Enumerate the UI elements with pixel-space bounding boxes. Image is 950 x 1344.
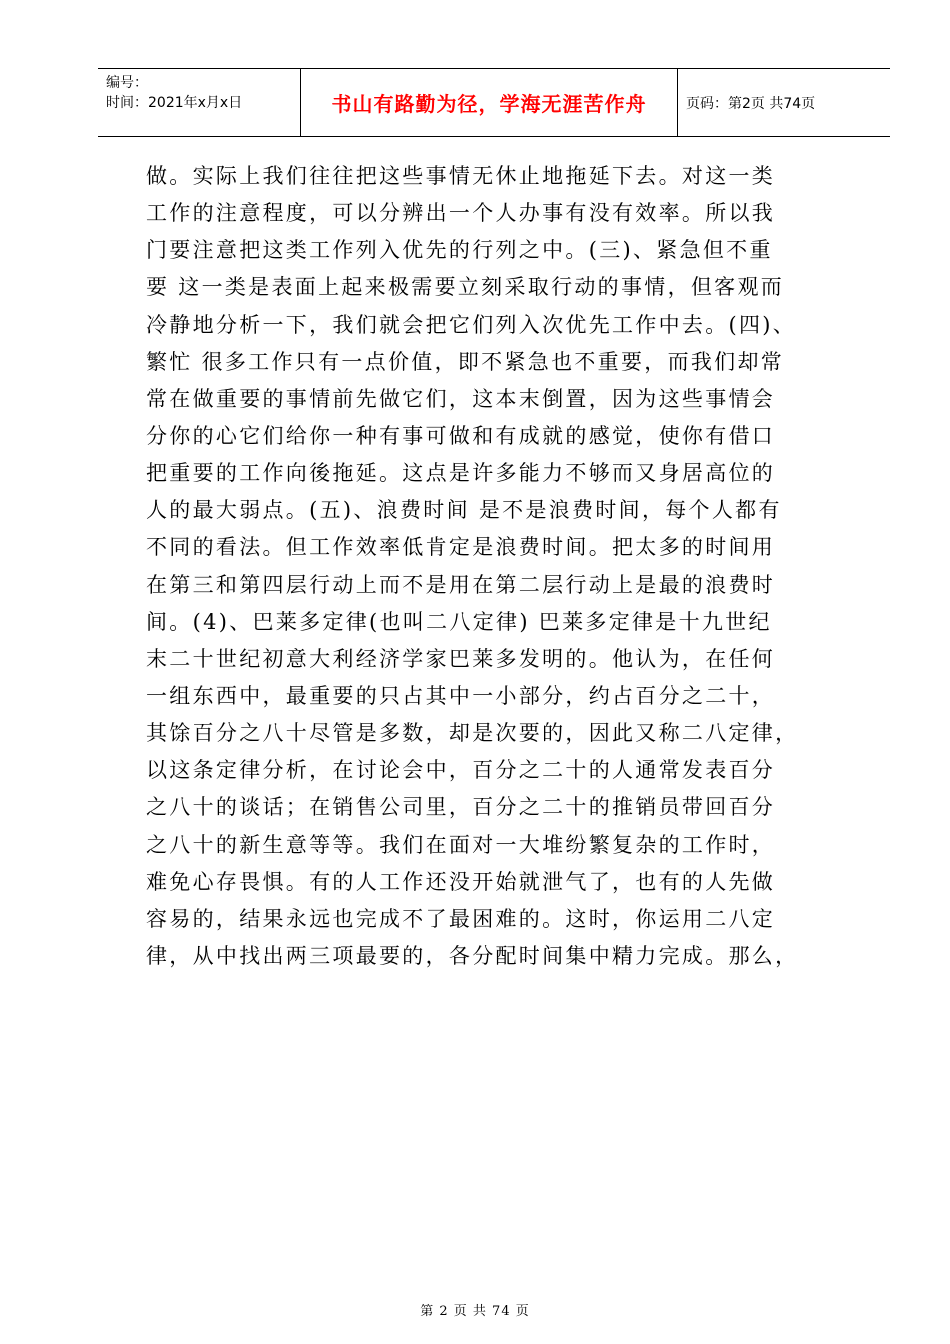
body-line: 人的最大弱点。(五)、浪费时间 是不是浪费时间，每个人都有 <box>146 498 782 523</box>
body-line: 做。实际上我们往往把这些事情无休止地拖延下去。对这一类 <box>146 164 776 188</box>
body-line: 之八十的新生意等等。我们在面对一大堆纷繁复杂的工作时， <box>146 832 776 857</box>
page-header <box>98 68 890 137</box>
header-page-info: 页码：第2页 共74页 <box>686 95 816 112</box>
body-line: 容易的，结果永远也完成不了最困难的。这时，你运用二八定 <box>146 906 776 931</box>
document-time-label: 时间：2021年x月x日 <box>106 95 243 111</box>
body-line: 繁忙 很多工作只有一点价值，即不紧急也不重要，而我们却常 <box>146 349 785 374</box>
body-line: 难免心存畏惧。有的人工作还没开始就泄气了，也有的人先做 <box>146 869 776 894</box>
body-line: 律，从中找出两三项最要的，各分配时间集中精力完成。那么， <box>146 943 799 968</box>
body-line: 在第三和第四层行动上而不是用在第二层行动上是最的浪费时 <box>146 572 776 597</box>
page-footer: 第 2 页 共 74 页 <box>420 1304 530 1319</box>
body-line: 要 这一类是表面上起来极需要立刻采取行动的事情，但客观而 <box>146 275 785 300</box>
body-line: 冷静地分析一下，我们就会把它们列入次优先工作中去。(四)、 <box>146 312 797 337</box>
header-meta <box>98 69 301 136</box>
body-line: 工作的注意程度，可以分辨出一个人办事有没有效率。所以我 <box>146 201 776 226</box>
body-line: 末二十世纪初意大利经济学家巴莱多发明的。他认为，在任何 <box>146 646 776 671</box>
body-line: 间。(4)、巴莱多定律(也叫二八定律) 巴莱多定律是十九世纪 <box>146 609 772 634</box>
body-line: 其馀百分之八十尽管是多数，却是次要的，因此又称二八定律， <box>146 721 799 746</box>
body-line: 常在做重要的事情前先做它们，这本末倒置，因为这些事情会 <box>146 386 776 411</box>
body-line: 把重要的工作向後拖延。这点是许多能力不够而又身居高位的 <box>146 461 776 486</box>
document-body <box>146 158 852 975</box>
document-number-label: 编号： <box>106 75 148 91</box>
header-motto: 书山有路勤为径，学海无涯苦作舟 <box>301 69 678 136</box>
body-line: 一组东西中，最重要的只占其中一小部分，约占百分之二十， <box>146 683 776 708</box>
body-line: 以这条定律分析，在讨论会中，百分之二十的人通常发表百分 <box>146 758 776 783</box>
body-line: 之八十的谈话；在销售公司里，百分之二十的推销员带回百分 <box>146 795 776 820</box>
body-line: 门要注意把这类工作列入优先的行列之中。(三)、紧急但不重 <box>146 238 773 263</box>
body-line: 分你的心它们给你一种有事可做和有成就的感觉，使你有借口 <box>146 423 776 448</box>
body-line: 不同的看法。但工作效率低肯定是浪费时间。把太多的时间用 <box>146 535 776 560</box>
